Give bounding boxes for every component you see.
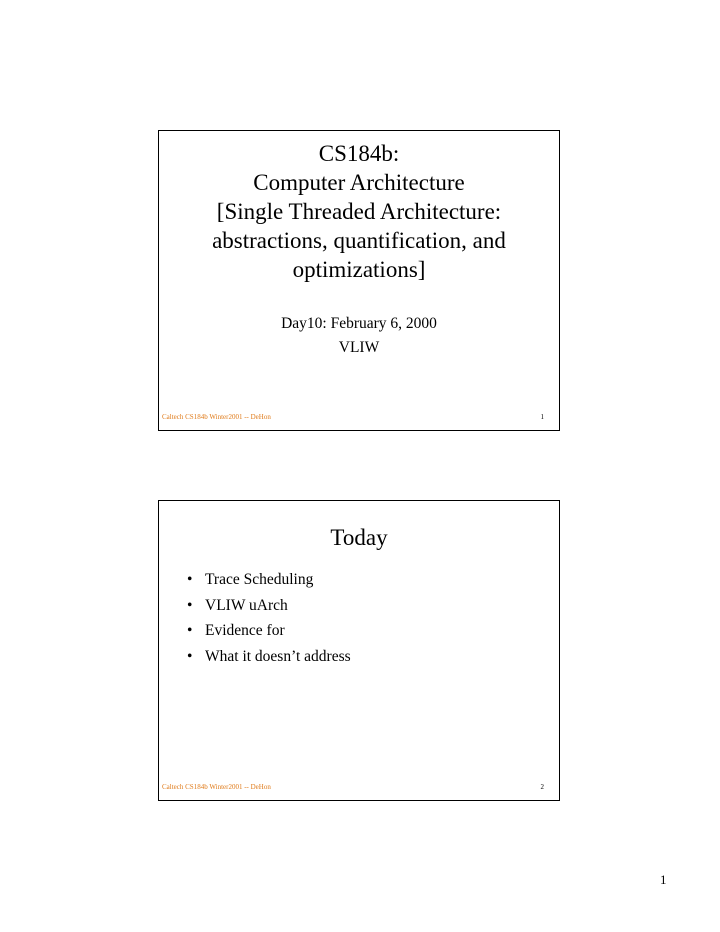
bullet-icon: • <box>187 596 193 614</box>
slide-footer-course: Caltech CS184b Winter2001 -- DeHon <box>162 783 271 791</box>
slide-heading: Today <box>330 525 388 550</box>
slide-number: 2 <box>540 783 544 791</box>
slide-footer-course: Caltech CS184b Winter2001 -- DeHon <box>162 413 271 421</box>
bullet-text: VLIW uArch <box>205 596 288 614</box>
list-item <box>187 644 351 670</box>
list-item <box>187 618 351 644</box>
slide-2 <box>158 500 560 801</box>
bullet-icon: • <box>187 571 193 588</box>
page-number: 1 <box>660 872 667 887</box>
bullet-icon: • <box>187 622 193 639</box>
list-item <box>187 593 351 619</box>
title-line-5: optimizations] <box>292 257 426 282</box>
bullet-list <box>187 567 351 669</box>
title-line-4: abstractions, quantification, and <box>212 228 506 253</box>
bullet-icon: • <box>187 647 193 665</box>
title-line-1: CS184b: <box>318 141 400 166</box>
slide-number: 1 <box>540 413 544 421</box>
title-line-2: Computer Architecture <box>253 170 465 195</box>
lecture-topic: VLIW <box>338 339 380 356</box>
slide-1 <box>158 130 560 431</box>
list-item <box>187 567 351 593</box>
bullet-text: Evidence for <box>205 622 285 639</box>
title-line-3: [Single Threaded Architecture: <box>216 199 502 224</box>
slide-subtitle <box>159 313 559 359</box>
lecture-date: Day10: February 6, 2000 <box>281 315 437 332</box>
bullet-text: What it doesn’t address <box>205 647 351 665</box>
slide-title <box>159 139 559 284</box>
bullet-text: Trace Scheduling <box>205 571 314 588</box>
